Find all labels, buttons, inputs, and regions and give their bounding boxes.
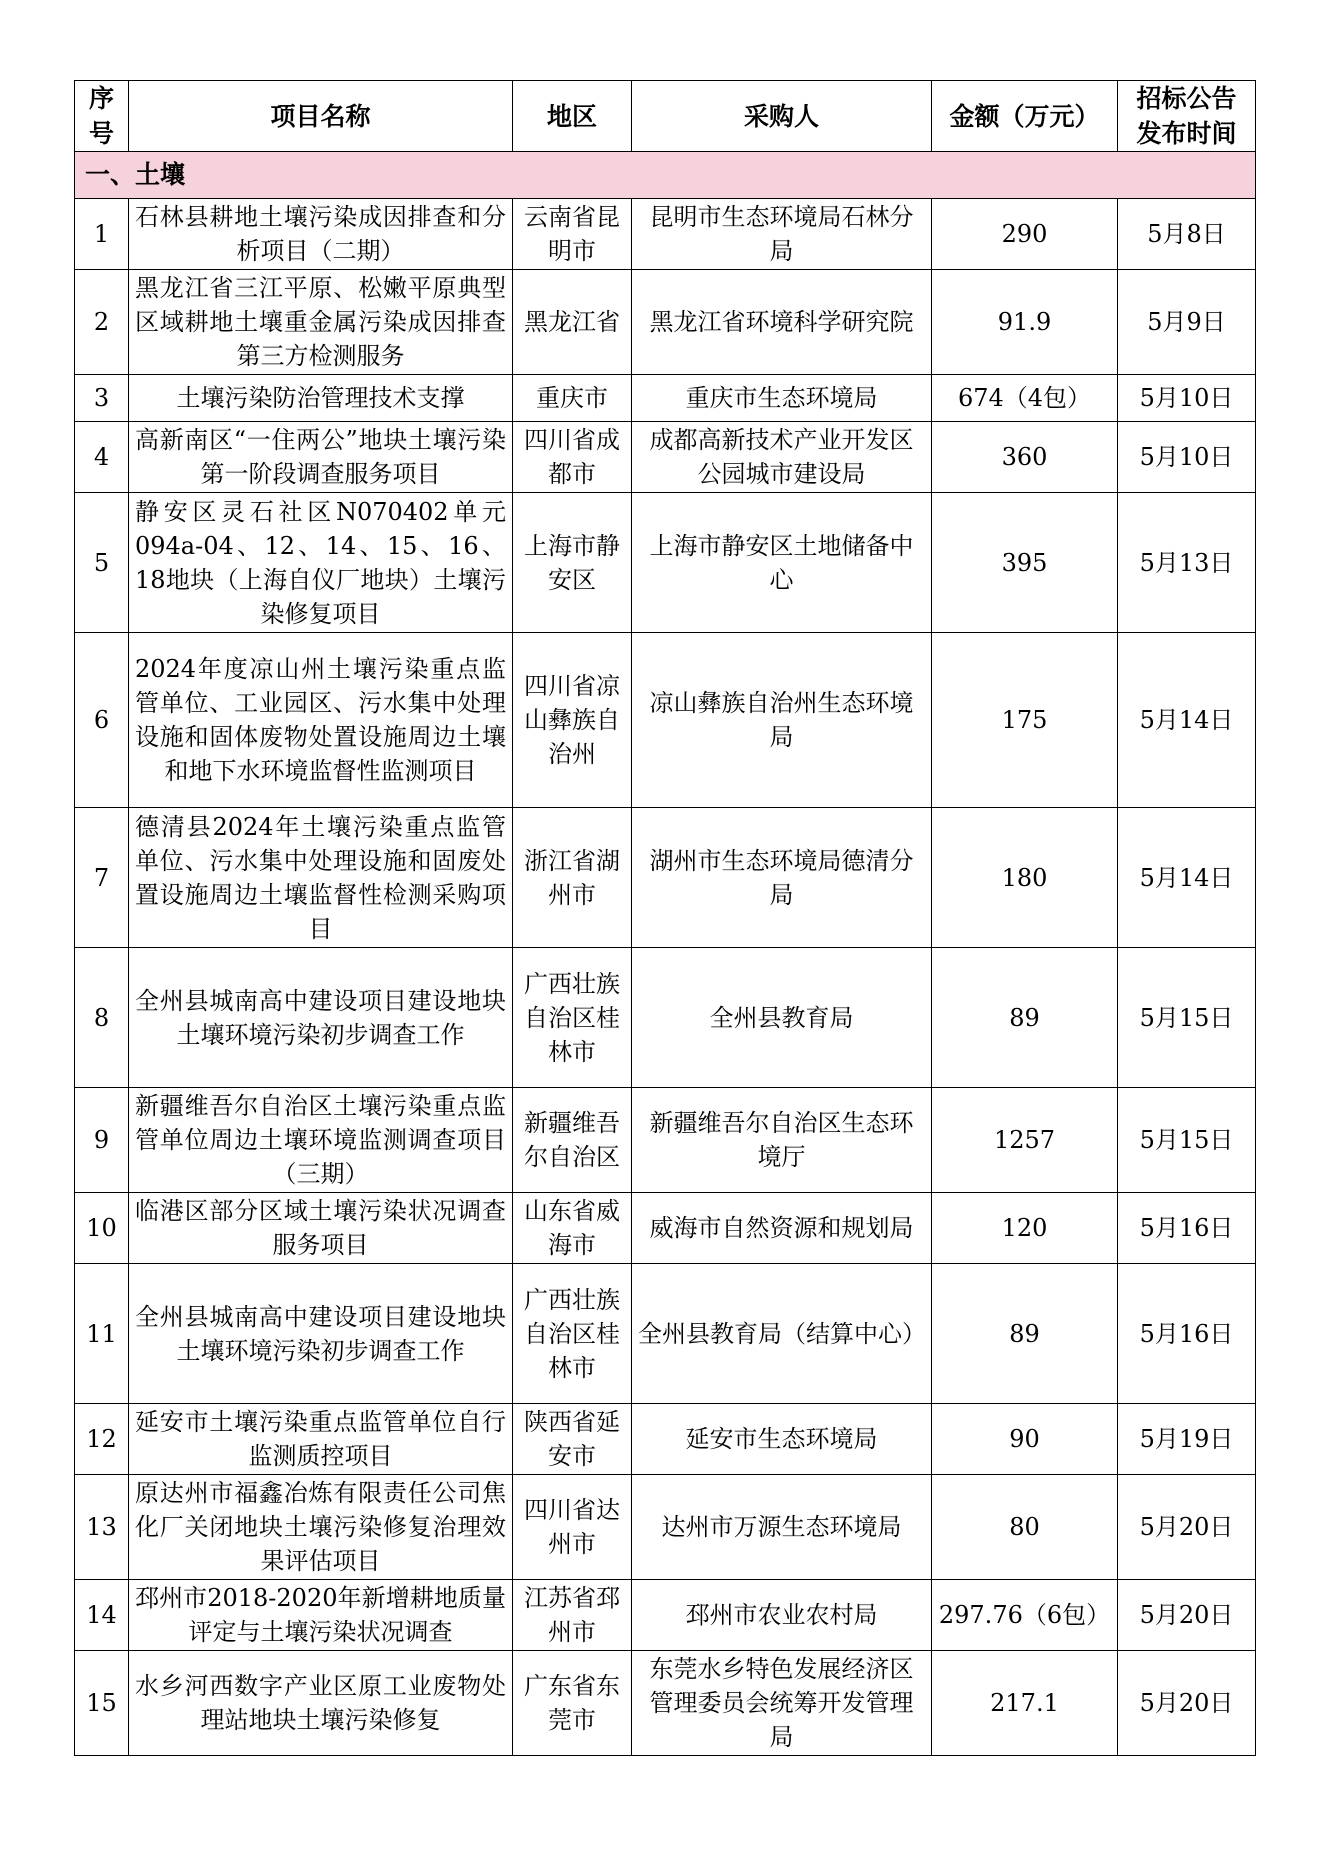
table-row: [75, 199, 1256, 270]
project-name: 邳州市2018-2020年新增耕地质量评定与土壤污染状况调查: [129, 1580, 513, 1651]
region: 浙江省湖州市: [513, 808, 632, 948]
amount: 120: [932, 1193, 1118, 1264]
region: 四川省成都市: [513, 422, 632, 493]
header-row: [75, 81, 1256, 152]
project-name: 新疆维吾尔自治区土壤污染重点监管单位周边土壤环境监测调查项目（三期）: [129, 1088, 513, 1193]
project-name: 静安区灵石社区N070402单元094a-04、12、14、15、16、18地块（上海自仪厂地块）土壤污染修复项目: [129, 493, 513, 633]
buyer: 凉山彝族自治州生态环境局: [632, 633, 932, 808]
publish-date: 5月20日: [1118, 1475, 1256, 1580]
buyer: 全州县教育局（结算中心）: [632, 1264, 932, 1404]
header-date-line1: 招标公告: [1136, 84, 1237, 113]
project-name: 2024年度凉山州土壤污染重点监管单位、工业园区、污水集中处理设施和固体废物处置设施周边土壤和地下水环境监督性监测项目: [129, 633, 513, 808]
table-row: [75, 1193, 1256, 1264]
project-name: 德清县2024年土壤污染重点监管单位、污水集中处理设施和固废处置设施周边土壤监督性检测采购项目: [129, 808, 513, 948]
region: 四川省凉山彝族自治州: [513, 633, 632, 808]
project-name: 延安市土壤污染重点监管单位自行监测质控项目: [129, 1404, 513, 1475]
project-name: 黑龙江省三江平原、松嫩平原典型区域耕地土壤重金属污染成因排查第三方检测服务: [129, 270, 513, 375]
buyer: 东莞水乡特色发展经济区管理委员会统筹开发管理局: [632, 1651, 932, 1756]
project-name: 石林县耕地土壤污染成因排查和分析项目（二期）: [129, 199, 513, 270]
row-number: 2: [75, 270, 129, 375]
project-name: 临港区部分区域土壤污染状况调查服务项目: [129, 1193, 513, 1264]
row-number: 5: [75, 493, 129, 633]
header-region: 地区: [513, 81, 632, 152]
buyer: 成都高新技术产业开发区公园城市建设局: [632, 422, 932, 493]
amount: 1257: [932, 1088, 1118, 1193]
region: 上海市静安区: [513, 493, 632, 633]
row-number: 4: [75, 422, 129, 493]
publish-date: 5月15日: [1118, 948, 1256, 1088]
publish-date: 5月19日: [1118, 1404, 1256, 1475]
row-number: 8: [75, 948, 129, 1088]
project-name: 全州县城南高中建设项目建设地块土壤环境污染初步调查工作: [129, 1264, 513, 1404]
region: 黑龙江省: [513, 270, 632, 375]
region: 重庆市: [513, 375, 632, 422]
buyer: 黑龙江省环境科学研究院: [632, 270, 932, 375]
publish-date: 5月14日: [1118, 633, 1256, 808]
buyer: 湖州市生态环境局德清分局: [632, 808, 932, 948]
header-buyer: 采购人: [632, 81, 932, 152]
table-row: [75, 948, 1256, 1088]
amount: 175: [932, 633, 1118, 808]
publish-date: 5月8日: [1118, 199, 1256, 270]
table-row: [75, 422, 1256, 493]
table-row: [75, 1404, 1256, 1475]
header-seq-line2: 号: [88, 119, 114, 148]
amount: 180: [932, 808, 1118, 948]
publish-date: 5月15日: [1118, 1088, 1256, 1193]
buyer: 延安市生态环境局: [632, 1404, 932, 1475]
amount: 80: [932, 1475, 1118, 1580]
region: 广东省东莞市: [513, 1651, 632, 1756]
table-row: [75, 270, 1256, 375]
publish-date: 5月10日: [1118, 375, 1256, 422]
publish-date: 5月20日: [1118, 1580, 1256, 1651]
publish-date: 5月16日: [1118, 1193, 1256, 1264]
table-row: [75, 1651, 1256, 1756]
amount: 297.76（6包）: [932, 1580, 1118, 1651]
buyer: 昆明市生态环境局石林分局: [632, 199, 932, 270]
header-date: [1118, 81, 1256, 152]
amount: 217.1: [932, 1651, 1118, 1756]
buyer: 上海市静安区土地储备中心: [632, 493, 932, 633]
amount: 89: [932, 948, 1118, 1088]
table-row: [75, 1264, 1256, 1404]
publish-date: 5月10日: [1118, 422, 1256, 493]
amount: 360: [932, 422, 1118, 493]
buyer: 全州县教育局: [632, 948, 932, 1088]
buyer: 邳州市农业农村局: [632, 1580, 932, 1651]
amount: 89: [932, 1264, 1118, 1404]
amount: 91.9: [932, 270, 1118, 375]
table-row: [75, 1088, 1256, 1193]
region: 广西壮族自治区桂林市: [513, 1264, 632, 1404]
row-number: 14: [75, 1580, 129, 1651]
amount: 674（4包）: [932, 375, 1118, 422]
amount: 395: [932, 493, 1118, 633]
row-number: 10: [75, 1193, 129, 1264]
publish-date: 5月20日: [1118, 1651, 1256, 1756]
section-row: [75, 152, 1256, 199]
project-name: 高新南区“一住两公”地块土壤污染第一阶段调查服务项目: [129, 422, 513, 493]
header-name: 项目名称: [129, 81, 513, 152]
table-row: [75, 375, 1256, 422]
region: 云南省昆明市: [513, 199, 632, 270]
buyer: 威海市自然资源和规划局: [632, 1193, 932, 1264]
buyer: 重庆市生态环境局: [632, 375, 932, 422]
row-number: 3: [75, 375, 129, 422]
row-number: 7: [75, 808, 129, 948]
header-seq-line1: 序: [88, 84, 114, 113]
publish-date: 5月9日: [1118, 270, 1256, 375]
table-row: [75, 493, 1256, 633]
row-number: 11: [75, 1264, 129, 1404]
procurement-table: [74, 80, 1256, 1756]
row-number: 1: [75, 199, 129, 270]
project-name: 原达州市福鑫冶炼有限责任公司焦化厂关闭地块土壤污染修复治理效果评估项目: [129, 1475, 513, 1580]
table-row: [75, 808, 1256, 948]
amount: 290: [932, 199, 1118, 270]
project-name: 全州县城南高中建设项目建设地块土壤环境污染初步调查工作: [129, 948, 513, 1088]
region: 山东省威海市: [513, 1193, 632, 1264]
region: 四川省达州市: [513, 1475, 632, 1580]
row-number: 15: [75, 1651, 129, 1756]
project-name: 土壤污染防治管理技术支撑: [129, 375, 513, 422]
table-row: [75, 1580, 1256, 1651]
row-number: 12: [75, 1404, 129, 1475]
table-row: [75, 633, 1256, 808]
section-title: 一、土壤: [75, 152, 1256, 199]
project-name: 水乡河西数字产业区原工业废物处理站地块土壤污染修复: [129, 1651, 513, 1756]
region: 陕西省延安市: [513, 1404, 632, 1475]
header-amount: 金额（万元）: [932, 81, 1118, 152]
publish-date: 5月14日: [1118, 808, 1256, 948]
publish-date: 5月13日: [1118, 493, 1256, 633]
buyer: 达州市万源生态环境局: [632, 1475, 932, 1580]
region: 新疆维吾尔自治区: [513, 1088, 632, 1193]
publish-date: 5月16日: [1118, 1264, 1256, 1404]
header-seq: [75, 81, 129, 152]
header-date-line2: 发布时间: [1136, 119, 1237, 148]
amount: 90: [932, 1404, 1118, 1475]
row-number: 6: [75, 633, 129, 808]
table-row: [75, 1475, 1256, 1580]
row-number: 13: [75, 1475, 129, 1580]
region: 广西壮族自治区桂林市: [513, 948, 632, 1088]
region: 江苏省邳州市: [513, 1580, 632, 1651]
row-number: 9: [75, 1088, 129, 1193]
buyer: 新疆维吾尔自治区生态环境厅: [632, 1088, 932, 1193]
